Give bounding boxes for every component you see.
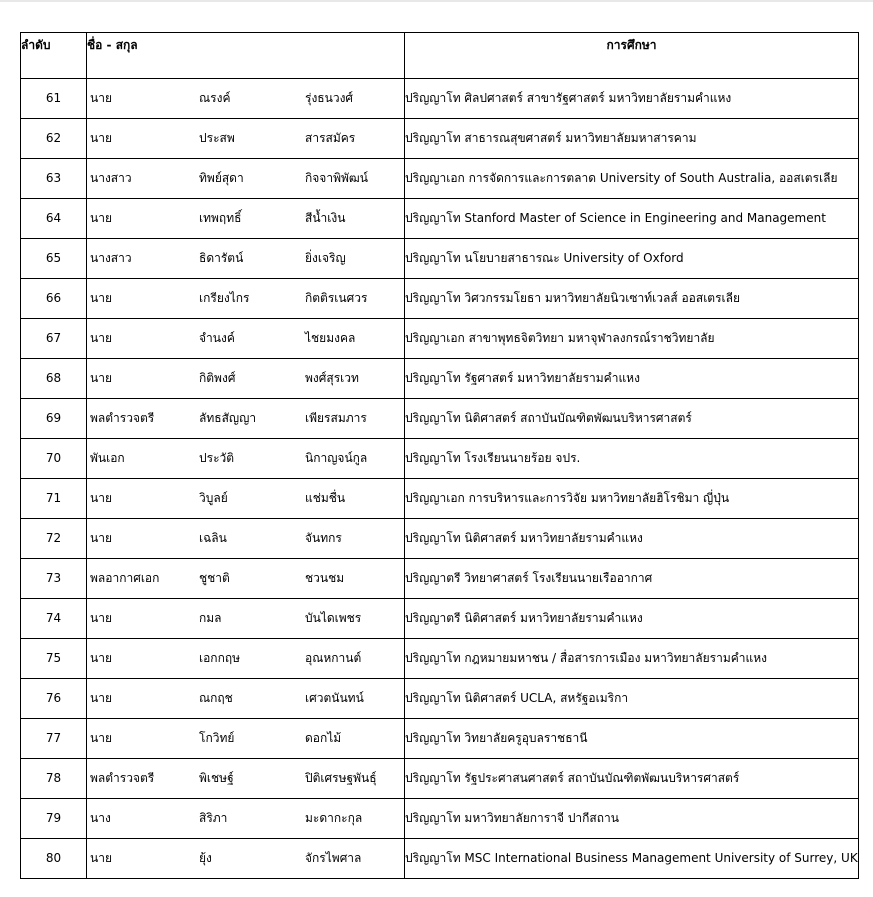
- row-number: 64: [21, 199, 87, 239]
- row-number: 79: [21, 799, 87, 839]
- row-number: 73: [21, 559, 87, 599]
- first-name: เกรียงไกร: [199, 291, 250, 306]
- first-name: จำนงค์: [199, 331, 235, 346]
- education-cell: ปริญญาโท นิติศาสตร์ สถาบันบัณฑิตพัฒนบริหารศาสตร์: [405, 399, 859, 439]
- table-row: [21, 479, 859, 519]
- name-cell: [87, 719, 405, 759]
- education-cell: ปริญญาโท สาธารณสุขศาสตร์ มหาวิทยาลัยมหาสารคาม: [405, 119, 859, 159]
- row-number: 65: [21, 239, 87, 279]
- name-prefix: นาย: [90, 291, 112, 306]
- table-row: [21, 199, 859, 239]
- first-name: กมล: [199, 611, 222, 626]
- first-name: ณรงค์: [199, 91, 231, 106]
- row-number: 75: [21, 639, 87, 679]
- row-number: 63: [21, 159, 87, 199]
- table-row: [21, 799, 859, 839]
- last-name: ไชยมงคล: [305, 331, 356, 346]
- table-row: [21, 359, 859, 399]
- first-name: พิเชษฐ์: [199, 771, 234, 786]
- education-cell: ปริญญาตรี นิติศาสตร์ มหาวิทยาลัยรามคำแหง: [405, 599, 859, 639]
- name-prefix: นาย: [90, 531, 112, 546]
- first-name: ประวัติ: [199, 451, 235, 466]
- first-name: วิบูลย์: [199, 491, 228, 506]
- education-cell: ปริญญาโท โรงเรียนนายร้อย จปร.: [405, 439, 859, 479]
- education-cell: ปริญญาโท ศิลปศาสตร์ สาขารัฐศาสตร์ มหาวิทยาลัยรามคำแหง: [405, 79, 859, 119]
- row-number: 71: [21, 479, 87, 519]
- first-name: ทิพย์สุดา: [199, 171, 244, 186]
- name-cell: [87, 439, 405, 479]
- row-number: 80: [21, 839, 87, 879]
- header-name: ชื่อ - สกุล: [87, 33, 405, 79]
- name-cell: [87, 199, 405, 239]
- education-cell: ปริญญาเอก การจัดการและการตลาด University of South Australia, ออสเตรเลีย: [405, 159, 859, 199]
- first-name: สิริภา: [199, 811, 228, 826]
- header-row: [21, 33, 859, 79]
- table-row: [21, 79, 859, 119]
- row-number: 78: [21, 759, 87, 799]
- last-name: ปิติเศรษฐพันธุ์: [305, 771, 377, 786]
- row-number: 61: [21, 79, 87, 119]
- education-cell: ปริญญาโท นิติศาสตร์ มหาวิทยาลัยรามคำแหง: [405, 519, 859, 559]
- name-prefix: นาย: [90, 651, 112, 666]
- name-cell: [87, 119, 405, 159]
- name-prefix: พลตำรวจตรี: [90, 411, 155, 426]
- last-name: แช่มชื่น: [305, 491, 346, 506]
- header-education: การศึกษา: [405, 33, 859, 79]
- table-row: [21, 399, 859, 439]
- first-name: ณกฤช: [199, 691, 233, 706]
- name-cell: [87, 159, 405, 199]
- name-prefix: นาง: [90, 811, 111, 826]
- table-row: [21, 519, 859, 559]
- name-prefix: นาย: [90, 491, 112, 506]
- table-row: [21, 839, 859, 879]
- row-number: 68: [21, 359, 87, 399]
- name-cell: [87, 319, 405, 359]
- name-cell: [87, 679, 405, 719]
- name-prefix: นาย: [90, 331, 112, 346]
- table-row: [21, 319, 859, 359]
- education-cell: ปริญญาโท นิติศาสตร์ UCLA, สหรัฐอเมริกา: [405, 679, 859, 719]
- name-cell: [87, 839, 405, 879]
- name-cell: [87, 639, 405, 679]
- education-cell: ปริญญาตรี วิทยาศาสตร์ โรงเรียนนายเรืออากาศ: [405, 559, 859, 599]
- education-cell: ปริญญาเอก การบริหารและการวิจัย มหาวิทยาลัยฮิโรชิมา ญี่ปุ่น: [405, 479, 859, 519]
- name-cell: [87, 799, 405, 839]
- education-cell: ปริญญาโท รัฐประศาสนศาสตร์ สถาบันบัณฑิตพัฒนบริหารศาสตร์: [405, 759, 859, 799]
- education-cell: ปริญญาเอก สาขาพุทธจิตวิทยา มหาจุฬาลงกรณ์ราชวิทยาลัย: [405, 319, 859, 359]
- last-name: พงศ์สุรเวท: [305, 371, 359, 386]
- name-cell: [87, 559, 405, 599]
- first-name: เฉลิน: [199, 531, 227, 546]
- last-name: กิตติรเนศวร: [305, 291, 368, 306]
- first-name: เทพฤทธิ์: [199, 211, 242, 226]
- name-cell: [87, 79, 405, 119]
- table-row: [21, 719, 859, 759]
- table-row: [21, 559, 859, 599]
- last-name: ชวนชม: [305, 571, 345, 586]
- first-name: ธิดารัตน์: [199, 251, 244, 266]
- last-name: อุณหกานต์: [305, 651, 362, 666]
- name-cell: [87, 399, 405, 439]
- name-prefix: พลอากาศเอก: [90, 571, 160, 586]
- education-cell: ปริญญาโท MSC International Business Management University of Surrey, UK: [405, 839, 859, 879]
- name-prefix: นาย: [90, 371, 112, 386]
- name-cell: [87, 519, 405, 559]
- last-name: มะดากะกุล: [305, 811, 363, 826]
- education-cell: ปริญญาโท วิศวกรรมโยธา มหาวิทยาลัยนิวเซาท์เวลส์ ออสเตรเลีย: [405, 279, 859, 319]
- name-prefix: นาย: [90, 131, 112, 146]
- first-name: ชูชาติ: [199, 571, 230, 586]
- last-name: ยิ่งเจริญ: [305, 251, 346, 266]
- table-row: [21, 239, 859, 279]
- name-cell: [87, 759, 405, 799]
- name-prefix: นางสาว: [90, 251, 132, 266]
- table-row: [21, 599, 859, 639]
- row-number: 69: [21, 399, 87, 439]
- education-cell: ปริญญาโท วิทยาลัยครูอุบลราชธานี: [405, 719, 859, 759]
- first-name: เอกกฤษ: [199, 651, 241, 666]
- name-prefix: นาย: [90, 611, 112, 626]
- name-cell: [87, 599, 405, 639]
- row-number: 66: [21, 279, 87, 319]
- last-name: จักรไพศาล: [305, 851, 362, 866]
- first-name: ประสพ: [199, 131, 235, 146]
- name-prefix: นาย: [90, 851, 112, 866]
- first-name: ลัทธสัญญา: [199, 411, 257, 426]
- row-number: 70: [21, 439, 87, 479]
- name-prefix: นาย: [90, 211, 112, 226]
- row-number: 76: [21, 679, 87, 719]
- name-cell: [87, 279, 405, 319]
- header-no: ลำดับ: [21, 33, 87, 79]
- table-row: [21, 639, 859, 679]
- name-prefix: นาย: [90, 731, 112, 746]
- education-cell: ปริญญาโท กฎหมายมหาชน / สื่อสารการเมือง มหาวิทยาลัยรามคำแหง: [405, 639, 859, 679]
- table-body: [21, 79, 859, 879]
- last-name: กิจจาพิพัฒน์: [305, 171, 368, 186]
- roster-table: [20, 32, 859, 879]
- name-prefix: นาย: [90, 691, 112, 706]
- row-number: 62: [21, 119, 87, 159]
- last-name: นิกาญจน์กูล: [305, 451, 368, 466]
- table-row: [21, 759, 859, 799]
- last-name: จันทกร: [305, 531, 342, 546]
- education-cell: ปริญญาโท รัฐศาสตร์ มหาวิทยาลัยรามคำแหง: [405, 359, 859, 399]
- name-prefix: นาย: [90, 91, 112, 106]
- education-cell: ปริญญาโท Stanford Master of Science in Engineering and Management: [405, 199, 859, 239]
- row-number: 77: [21, 719, 87, 759]
- table-row: [21, 279, 859, 319]
- row-number: 67: [21, 319, 87, 359]
- name-prefix: นางสาว: [90, 171, 132, 186]
- table-row: [21, 679, 859, 719]
- last-name: บันไดเพชร: [305, 611, 362, 626]
- first-name: โกวิทย์: [199, 731, 235, 746]
- name-cell: [87, 479, 405, 519]
- last-name: สารสมัคร: [305, 131, 356, 146]
- first-name: กิติพงศ์: [199, 371, 236, 386]
- name-cell: [87, 359, 405, 399]
- table-row: [21, 439, 859, 479]
- name-cell: [87, 239, 405, 279]
- name-prefix: พลตำรวจตรี: [90, 771, 155, 786]
- table-row: [21, 159, 859, 199]
- name-prefix: พันเอก: [90, 451, 125, 466]
- table-row: [21, 119, 859, 159]
- top-divider: [0, 0, 873, 2]
- last-name: รุ่งธนวงศ์: [305, 91, 354, 106]
- first-name: ยุ้ง: [199, 851, 212, 866]
- last-name: สีน้ำเงิน: [305, 211, 346, 226]
- last-name: เศวตนันทน์: [305, 691, 364, 706]
- education-cell: ปริญญาโท นโยบายสาธารณะ University of Oxford: [405, 239, 859, 279]
- education-cell: ปริญญาโท มหาวิทยาลัยการาจี ปากีสถาน: [405, 799, 859, 839]
- row-number: 72: [21, 519, 87, 559]
- row-number: 74: [21, 599, 87, 639]
- last-name: เพียรสมภาร: [305, 411, 367, 426]
- last-name: ดอกไม้: [305, 731, 342, 746]
